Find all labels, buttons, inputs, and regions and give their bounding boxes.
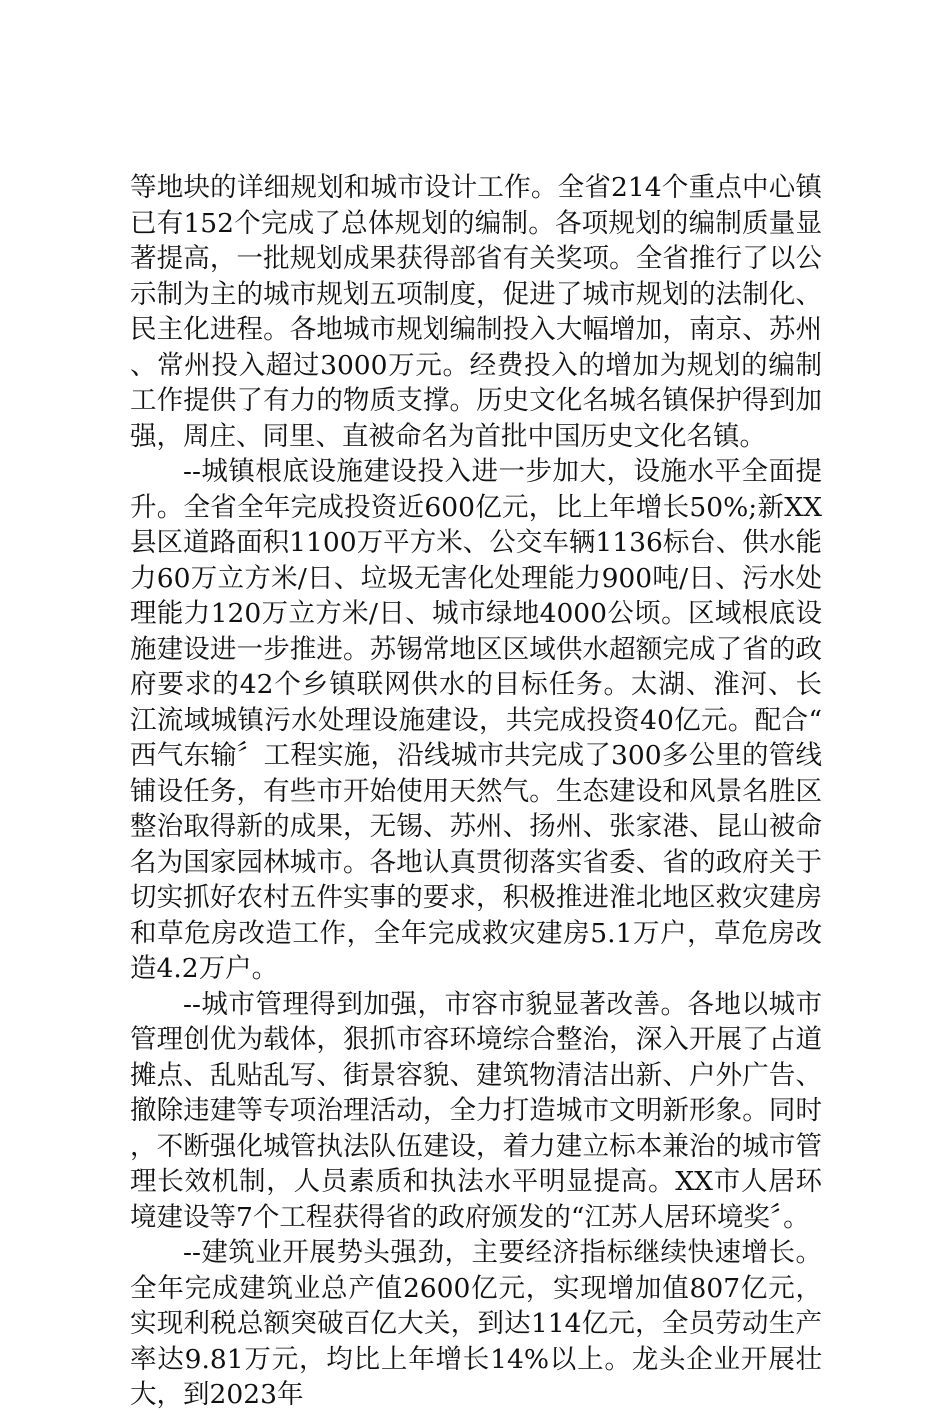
paragraph-planning: 等地块的详细规划和城市设计工作。全省214个重点中心镇已有152个完成了总体规划的编制。各项规划的编制质量显著提高，一批规划成果获得部省有关奖项。全省推行了以公示制为主的城市规划五项制度，促进了城市规划的法制化、民主化进程。各地城市规划编制投入大幅增加，南京、苏州、常州投入超过3000万元。经费投入的增加为规划的编制工作提供了有力的物质支撑。历史文化名城名镇保护得到加强，周庄、同里、直被命名为首批中国历史文化名镇。 — [130, 172, 822, 452]
body-text — [130, 170, 822, 1413]
paragraph-construction-industry: --建筑业开展势头强劲，主要经济指标继续快速增长。全年完成建筑业总产值2600亿元，实现增加值807亿元，实现利税总额突破百亿大关，到达114亿元，全员劳动生产率达9.81万元，均比上年增长14%以上。龙头企业开展壮大，到2023年 — [130, 1237, 822, 1410]
paragraph-infrastructure: --城镇根底设施建设投入进一步加大，设施水平全面提升。全省全年完成投资近600亿元，比上年增长50%;新XX县区道路面积1100万平方米、公交车辆1136标台、供水能力60万立方米/日、垃圾无害化处理能力900吨/日、污水处理能力120万立方米/日、城市绿地4000公顷。区域根底设施建设进一步推进。苏锡常地区区域供水超额完成了省的政府要求的42个乡镇联网供水的目标任务。太湖、淮河、长江流域城镇污水处理设施建设，共完成投资40亿元。配合“西气东输〞工程实施，沿线城市共完成了300多公里的管线铺设任务，有些市开始使用天然气。生态建设和风景名胜区整治取得新的成果，无锡、苏州、扬州、张家港、昆山被命名为国家园林城市。各地认真贯彻落实省委、省的政府关于切实抓好农村五件实事的要求，积极推进淮北地区救灾建房和草危房改造工作，全年完成救灾建房5.1万户，草危房改造4.2万户。 — [130, 456, 822, 984]
paragraph-city-management: --城市管理得到加强，市容市貌显著改善。各地以城市管理创优为载体，狠抓市容环境综合整治，深入开展了占道摊点、乱贴乱写、街景容貌、建筑物清洁出新、户外广告、撤除违建等专项治理活动，全力打造城市文明新形象。同时，不断强化城管执法队伍建设，着力建立标本兼治的城市管理长效机制，人员素质和执法水平明显提高。XX市人居环境建设等7个工程获得省的政府颁发的“江苏人居环境奖〞。 — [130, 988, 822, 1233]
